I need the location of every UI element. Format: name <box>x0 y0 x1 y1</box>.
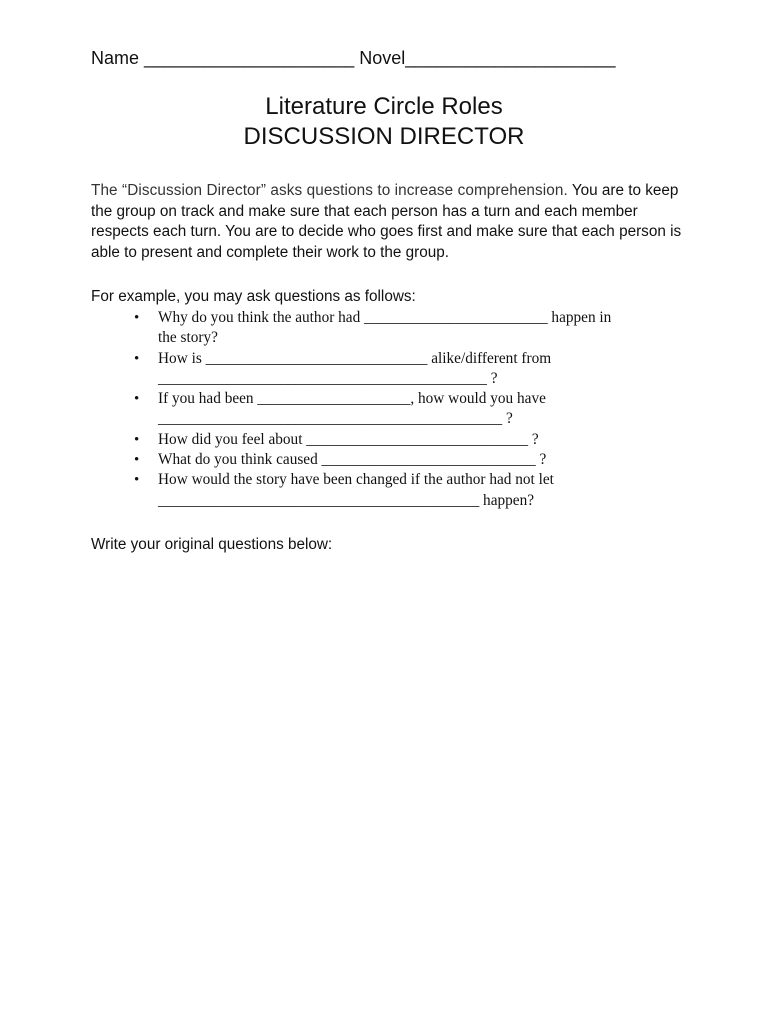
title-block <box>0 92 768 152</box>
bullet-icon: • <box>134 350 140 367</box>
question-line: Why do you think the author had ________________________ happen in <box>158 309 612 326</box>
question-list <box>126 308 686 511</box>
write-prompt: Write your original questions below: <box>91 536 333 553</box>
list-item <box>126 308 686 349</box>
question-line: _____________________________________________ ? <box>158 410 513 428</box>
example-heading: For example, you may ask questions as follows: <box>91 288 416 305</box>
question-line: How is _____________________________ alike/different from <box>158 349 552 367</box>
role-description <box>91 181 691 263</box>
bullet-icon: • <box>134 310 140 326</box>
list-item <box>126 349 686 390</box>
question-line: ___________________________________________ ? <box>158 369 498 387</box>
role-title: DISCUSSION DIRECTOR <box>243 123 525 150</box>
bullet-icon: • <box>134 472 140 489</box>
list-item <box>126 450 686 470</box>
list-item <box>126 430 686 450</box>
bullet-icon: • <box>134 391 140 408</box>
question-line: If you had been ____________________, how would you have <box>158 390 546 408</box>
page-title: Literature Circle Roles <box>265 93 503 120</box>
question-line: __________________________________________ happen? <box>158 491 535 509</box>
role-description-rest: You are to keep the group on track and make sure that each person has a turn and each member respects each turn. You are to decide who goes first and make sure that each person is able to present and complete their work to the group. <box>91 182 682 261</box>
question-line: What do you think caused ____________________________ ? <box>158 451 547 469</box>
list-item <box>126 470 686 511</box>
role-description-lead: The “Discussion Director” asks questions to increase comprehension. <box>91 182 568 199</box>
name-novel-field: Name _____________________ Novel_____________________ <box>91 48 616 68</box>
question-line: How did you feel about _____________________________ ? <box>158 430 539 448</box>
bullet-icon: • <box>134 431 140 448</box>
question-line: the story? <box>158 329 218 347</box>
question-line: How would the story have been changed if the author had not let <box>158 471 554 489</box>
bullet-icon: • <box>134 452 140 469</box>
list-item <box>126 389 686 430</box>
